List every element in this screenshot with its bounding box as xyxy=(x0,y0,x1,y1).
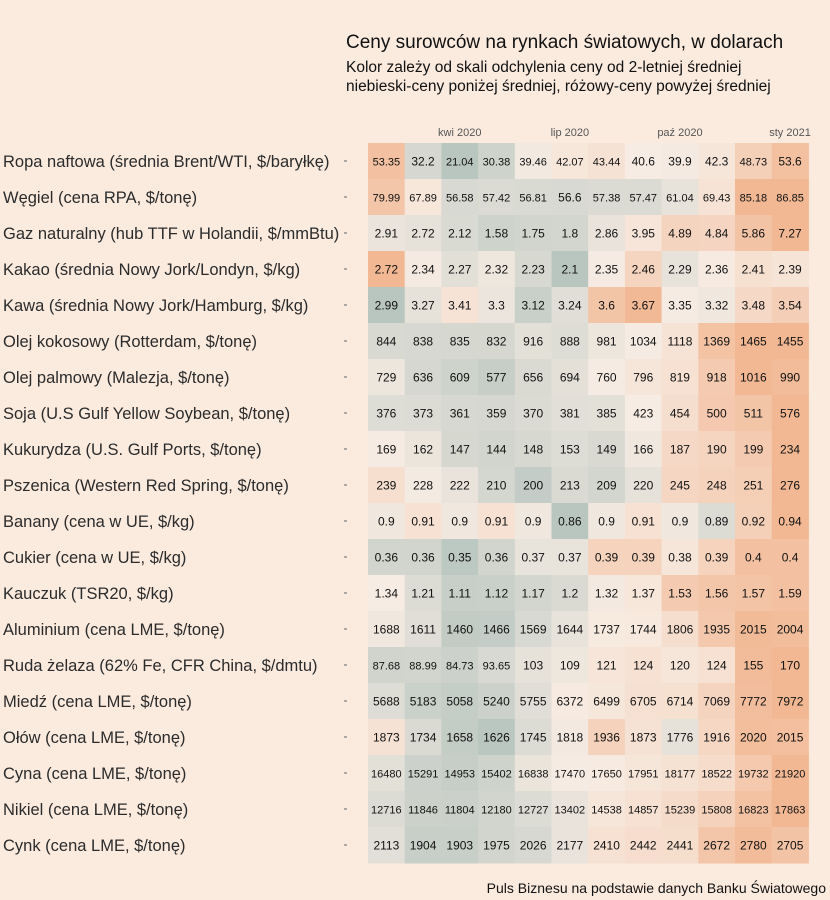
cell-value: 0.39 xyxy=(631,550,655,565)
cell-value: 210 xyxy=(486,478,507,493)
cell-value: 1.8 xyxy=(561,226,579,241)
cell-value: 0.37 xyxy=(521,550,545,565)
cell-value: 153 xyxy=(559,442,580,457)
cell-value: 2442 xyxy=(629,838,657,853)
cell-value: 1644 xyxy=(556,622,584,637)
cell-value: 56.58 xyxy=(445,192,474,205)
cell-value: 0.9 xyxy=(378,514,395,529)
cell-value: 15808 xyxy=(701,804,732,817)
cell-value: 2.34 xyxy=(411,262,435,277)
cell-value: 30.38 xyxy=(482,156,511,169)
row-label: Pszenica (Western Red Spring, $/tonę) xyxy=(3,477,289,495)
cell-value: 1.37 xyxy=(631,586,655,601)
cell-value: 918 xyxy=(706,370,727,385)
cell-value: 1.32 xyxy=(594,586,619,601)
cell-value: 199 xyxy=(743,442,764,457)
cell-value: 56.81 xyxy=(519,192,547,205)
cell-value: 213 xyxy=(559,478,580,493)
cell-value: 5.86 xyxy=(741,226,766,241)
cell-value: 239 xyxy=(376,478,397,493)
cell-value: 0.86 xyxy=(558,514,582,529)
cell-value: 1935 xyxy=(703,622,731,637)
cell-value: 370 xyxy=(523,406,544,421)
cell-value: 835 xyxy=(449,334,470,349)
cell-value: 17650 xyxy=(591,768,622,781)
cell-value: 760 xyxy=(596,370,617,385)
cell-value: 1465 xyxy=(739,334,767,349)
cell-value: 12716 xyxy=(371,804,402,817)
cell-value: 19732 xyxy=(738,768,769,781)
cell-value: 6499 xyxy=(593,694,620,709)
cell-value: 53.35 xyxy=(372,156,401,169)
cell-value: 2.36 xyxy=(704,262,729,277)
cell-value: 3.3 xyxy=(488,298,505,313)
cell-value: 228 xyxy=(413,478,434,493)
cell-value: 2.32 xyxy=(484,262,509,277)
cell-value: 5755 xyxy=(519,694,547,709)
cell-value: 220 xyxy=(633,478,654,493)
cell-value: 2.99 xyxy=(374,298,399,313)
cell-value: 3.24 xyxy=(558,298,582,313)
cell-value: 85.18 xyxy=(739,192,768,205)
cell-value: 1873 xyxy=(372,730,400,745)
cell-value: 248 xyxy=(706,478,727,493)
cell-value: 3.6 xyxy=(598,298,615,313)
cell-value: 18177 xyxy=(664,768,696,781)
row-label: Ropa naftowa (średnia Brent/WTI, $/baryłkę) xyxy=(3,153,330,171)
cell-value: 17863 xyxy=(774,804,806,817)
cell-value: 3.41 xyxy=(448,298,472,313)
cell-value: 14953 xyxy=(444,768,476,781)
cell-value: 1734 xyxy=(409,730,437,745)
x-tick-label: sty 2021 xyxy=(769,127,811,139)
cell-value: 5058 xyxy=(446,694,474,709)
chart-title: Ceny surowców na rynkach światowych, w dolarach xyxy=(346,32,784,53)
cell-value: 1873 xyxy=(629,730,657,745)
cell-value: 57.38 xyxy=(592,192,621,205)
row-label: Olej palmowy (Malezja, $/tonę) xyxy=(3,369,230,387)
cell-value: 5240 xyxy=(483,694,510,709)
cell-value: 245 xyxy=(669,478,690,493)
cell-value: 6372 xyxy=(556,694,584,709)
cell-value: 3.67 xyxy=(631,298,655,313)
cell-value: 1460 xyxy=(446,622,474,637)
cell-value: 1688 xyxy=(372,622,400,637)
cell-value: 577 xyxy=(486,370,507,385)
cell-value: 609 xyxy=(449,370,470,385)
cell-value: 838 xyxy=(413,334,434,349)
cell-value: 0.39 xyxy=(704,550,729,565)
cell-value: 86.85 xyxy=(776,192,804,205)
cell-value: 423 xyxy=(633,406,654,421)
cell-value: 2.72 xyxy=(374,262,399,277)
cell-value: 1916 xyxy=(703,730,731,745)
cell-value: 190 xyxy=(706,442,727,457)
cell-value: 57.42 xyxy=(482,192,511,205)
cell-value: 0.91 xyxy=(411,514,435,529)
cell-value: 5688 xyxy=(372,694,400,709)
cell-value: 2015 xyxy=(739,622,767,637)
cell-value: 0.39 xyxy=(594,550,619,565)
cell-value: 2.1 xyxy=(561,262,579,277)
cell-value: 1737 xyxy=(593,622,620,637)
cell-value: 69.43 xyxy=(702,192,731,205)
cell-value: 15291 xyxy=(407,768,439,781)
cell-value: 11804 xyxy=(444,804,475,817)
cell-value: 170 xyxy=(780,658,801,673)
cell-value: 12180 xyxy=(481,804,512,817)
cell-value: 148 xyxy=(523,442,544,457)
cell-value: 0.36 xyxy=(484,550,509,565)
row-label: Kukurydza (U.S. Gulf Ports, $/tonę) xyxy=(3,441,262,459)
cell-value: 0.38 xyxy=(668,550,692,565)
subtitle-line-2: niebieski-ceny poniżej średniej, różowy-ceny powyżej średniej xyxy=(346,78,771,95)
cell-value: 21.04 xyxy=(445,156,474,169)
cell-value: 981 xyxy=(596,334,617,349)
cell-value: 6714 xyxy=(666,694,694,709)
cell-value: 2113 xyxy=(373,838,400,853)
cell-value: 4.89 xyxy=(668,226,692,241)
cell-value: 1.21 xyxy=(411,586,435,601)
cell-value: 1.56 xyxy=(704,586,729,601)
cell-value: 0.37 xyxy=(558,550,582,565)
cell-value: 361 xyxy=(449,406,470,421)
cell-value: 796 xyxy=(633,370,654,385)
row-label: Nikiel (cena LME, $/tonę) xyxy=(3,801,189,819)
cell-value: 14538 xyxy=(591,804,622,817)
cell-value: 120 xyxy=(669,658,690,673)
row-label: Aluminium (cena LME, $/tonę) xyxy=(3,621,225,639)
cell-value: 0.9 xyxy=(671,514,689,529)
cell-value: 2177 xyxy=(556,838,584,853)
cell-value: 43.44 xyxy=(592,156,621,169)
cell-value: 888 xyxy=(559,334,580,349)
cell-value: 234 xyxy=(780,442,801,457)
cell-value: 0.4 xyxy=(745,550,762,565)
cell-value: 15402 xyxy=(481,768,512,781)
cell-value: 0.92 xyxy=(741,514,766,529)
cell-value: 222 xyxy=(449,478,470,493)
cell-value: 7069 xyxy=(703,694,731,709)
cell-value: 1466 xyxy=(483,622,510,637)
cell-value: 0.9 xyxy=(451,514,469,529)
cell-value: 16480 xyxy=(371,768,402,781)
cell-value: 7.27 xyxy=(778,226,802,241)
cell-value: 0.9 xyxy=(524,514,542,529)
cell-value: 0.35 xyxy=(448,550,472,565)
cell-value: 1806 xyxy=(666,622,694,637)
cell-value: 1904 xyxy=(409,838,437,853)
row-label: Kawa (średnia Nowy Jork/Hamburg, $/kg) xyxy=(3,297,309,315)
cell-value: 124 xyxy=(633,658,654,673)
cell-value: 1744 xyxy=(629,622,657,637)
cell-value: 1745 xyxy=(519,730,547,745)
cell-value: 373 xyxy=(413,406,434,421)
cell-value: 990 xyxy=(780,370,801,385)
cell-value: 144 xyxy=(486,442,507,457)
row-label: Olej kokosowy (Rotterdam, $/tonę) xyxy=(3,333,258,351)
cell-value: 251 xyxy=(743,478,764,493)
cell-value: 7772 xyxy=(739,694,767,709)
cell-value: 40.6 xyxy=(631,154,655,169)
cell-value: 381 xyxy=(559,406,580,421)
cell-value: 0.91 xyxy=(484,514,509,529)
cell-value: 16823 xyxy=(738,804,769,817)
cell-value: 2.91 xyxy=(374,226,399,241)
cell-value: 109 xyxy=(559,658,580,673)
cell-value: 200 xyxy=(523,478,544,493)
row-label: Ołów (cena LME, $/tonę) xyxy=(3,729,186,747)
cell-value: 1611 xyxy=(410,622,436,637)
cell-value: 209 xyxy=(596,478,617,493)
cell-value: 2.29 xyxy=(668,262,692,277)
cell-value: 84.73 xyxy=(445,660,474,673)
cell-value: 0.9 xyxy=(598,514,615,529)
cell-value: 2026 xyxy=(519,838,547,853)
cell-value: 454 xyxy=(669,406,690,421)
cell-value: 0.91 xyxy=(631,514,655,529)
cell-value: 1369 xyxy=(703,334,731,349)
cell-value: 1.11 xyxy=(448,586,471,601)
cell-value: 2672 xyxy=(703,838,731,853)
cell-value: 149 xyxy=(596,442,617,457)
cell-value: 2.46 xyxy=(631,262,655,277)
cell-value: 1569 xyxy=(519,622,547,637)
cell-value: 48.73 xyxy=(739,156,768,169)
cell-value: 1903 xyxy=(446,838,474,853)
cell-value: 359 xyxy=(486,406,507,421)
cell-value: 88.99 xyxy=(409,660,437,673)
source-note: Puls Biznesu na podstawie danych Banku Światowego xyxy=(486,880,826,896)
cell-value: 1455 xyxy=(776,334,804,349)
row-label: Soja (U.S Gulf Yellow Soybean, $/tonę) xyxy=(3,405,291,423)
cell-value: 13402 xyxy=(554,804,586,817)
cell-value: 11846 xyxy=(408,804,438,817)
cell-value: 14857 xyxy=(627,804,659,817)
cell-value: 500 xyxy=(706,406,727,421)
cell-value: 103 xyxy=(523,658,544,673)
cell-value: 1016 xyxy=(739,370,767,385)
cell-value: 67.89 xyxy=(409,192,437,205)
row-label: Miedź (cena LME, $/tonę) xyxy=(3,693,192,711)
cell-value: 12727 xyxy=(517,804,549,817)
cell-value: 2.12 xyxy=(448,226,472,241)
row-label: Kauczuk (TSR20, $/kg) xyxy=(3,585,174,603)
cell-value: 2004 xyxy=(776,622,804,637)
cell-value: 844 xyxy=(376,334,397,349)
cell-value: 39.46 xyxy=(519,156,547,169)
cell-value: 4.84 xyxy=(704,226,729,241)
cell-value: 916 xyxy=(523,334,544,349)
cell-value: 276 xyxy=(780,478,801,493)
cell-value: 1975 xyxy=(483,838,510,853)
cell-value: 3.54 xyxy=(778,298,802,313)
cell-value: 2.27 xyxy=(448,262,472,277)
cell-value: 18522 xyxy=(701,768,732,781)
cell-value: 39.9 xyxy=(668,154,692,169)
cell-value: 147 xyxy=(449,442,470,457)
row-label: Węgiel (cena RPA, $/tonę) xyxy=(3,189,198,207)
cell-value: 32.2 xyxy=(411,154,435,169)
cell-value: 1.59 xyxy=(778,586,802,601)
cell-value: 1.53 xyxy=(668,586,692,601)
cell-value: 162 xyxy=(413,442,434,457)
x-tick-label: lip 2020 xyxy=(550,127,590,139)
cell-value: 1936 xyxy=(593,730,620,745)
cell-value: 1.34 xyxy=(374,586,399,601)
cell-value: 3.95 xyxy=(631,226,655,241)
cell-value: 0.36 xyxy=(374,550,399,565)
cell-value: 0.89 xyxy=(704,514,729,529)
cell-value: 57.47 xyxy=(629,192,658,205)
cell-value: 0.94 xyxy=(778,514,802,529)
cell-value: 2.86 xyxy=(594,226,619,241)
cell-value: 42.07 xyxy=(556,156,584,169)
cell-value: 16838 xyxy=(517,768,549,781)
cell-value: 3.12 xyxy=(521,298,545,313)
cell-value: 2.72 xyxy=(411,226,435,241)
row-label: Cukier (cena w UE, $/kg) xyxy=(3,549,187,567)
cell-value: 93.65 xyxy=(482,660,511,673)
cell-value: 694 xyxy=(559,370,580,385)
row-label: Cynk (cena LME, $/tonę) xyxy=(3,837,186,855)
cell-value: 729 xyxy=(376,370,397,385)
cell-value: 2015 xyxy=(776,730,804,745)
cell-value: 385 xyxy=(596,406,617,421)
cell-value: 87.68 xyxy=(372,660,401,673)
cell-value: 1.75 xyxy=(521,226,545,241)
cell-value: 819 xyxy=(669,370,690,385)
cell-value: 376 xyxy=(376,406,397,421)
cell-value: 1.57 xyxy=(741,586,766,601)
cell-value: 2780 xyxy=(739,838,767,853)
cell-value: 0.36 xyxy=(411,550,435,565)
cell-value: 1658 xyxy=(446,730,474,745)
cell-value: 832 xyxy=(486,334,507,349)
cell-value: 7972 xyxy=(776,694,804,709)
cell-value: 2020 xyxy=(739,730,767,745)
cell-value: 1.12 xyxy=(484,586,509,601)
cell-value: 636 xyxy=(413,370,434,385)
row-label: Gaz naturalny (hub TTF w Holandii, $/mmBtu) xyxy=(3,225,340,243)
cell-value: 2.39 xyxy=(778,262,802,277)
row-label: Kakao (średnia Nowy Jork/Londyn, $/kg) xyxy=(3,261,301,279)
cell-value: 2705 xyxy=(776,838,804,853)
cell-value: 3.35 xyxy=(668,298,692,313)
cell-value: 3.27 xyxy=(411,298,435,313)
cell-value: 169 xyxy=(376,442,397,457)
cell-value: 5183 xyxy=(409,694,437,709)
cell-value: 17951 xyxy=(627,768,659,781)
cell-value: 2.23 xyxy=(521,262,545,277)
cell-value: 21920 xyxy=(774,768,806,781)
cell-value: 187 xyxy=(669,442,690,457)
cell-value: 576 xyxy=(780,406,801,421)
cell-value: 2.41 xyxy=(741,262,766,277)
cell-value: 17470 xyxy=(554,768,586,781)
subtitle-line-1: Kolor zależy od skali odchylenia ceny od 2-letniej średniej xyxy=(346,59,742,76)
row-label: Banany (cena w UE, $/kg) xyxy=(3,513,195,531)
cell-value: 166 xyxy=(633,442,654,457)
cell-value: 1776 xyxy=(666,730,694,745)
cell-value: 121 xyxy=(596,658,617,673)
cell-value: 2.35 xyxy=(594,262,619,277)
cell-value: 3.48 xyxy=(741,298,766,313)
cell-value: 1818 xyxy=(556,730,584,745)
cell-value: 1034 xyxy=(629,334,657,349)
cell-value: 1626 xyxy=(483,730,510,745)
cell-value: 3.32 xyxy=(704,298,729,313)
cell-value: 61.04 xyxy=(666,192,694,205)
x-tick-label: paź 2020 xyxy=(657,127,703,139)
x-tick-label: kwi 2020 xyxy=(438,127,482,139)
cell-value: 79.99 xyxy=(372,192,401,205)
row-label: Cyna (cena LME, $/tonę) xyxy=(3,765,187,783)
row-label: Ruda żelaza (62% Fe, CFR China, $/dmtu) xyxy=(3,657,318,675)
cell-value: 0.4 xyxy=(781,550,799,565)
cell-value: 1.2 xyxy=(561,586,579,601)
cell-value: 15239 xyxy=(664,804,696,817)
cell-value: 1.17 xyxy=(521,586,545,601)
cell-value: 155 xyxy=(743,658,764,673)
cell-value: 1118 xyxy=(667,334,693,349)
cell-value: 42.3 xyxy=(704,154,729,169)
cell-value: 656 xyxy=(523,370,544,385)
cell-value: 53.6 xyxy=(778,154,802,169)
cell-value: 56.6 xyxy=(558,190,582,205)
cell-value: 511 xyxy=(743,406,763,421)
cell-value: 124 xyxy=(706,658,727,673)
cell-value: 2441 xyxy=(666,838,694,853)
cell-value: 6705 xyxy=(629,694,657,709)
cell-value: 1.58 xyxy=(484,226,509,241)
cell-value: 2410 xyxy=(593,838,620,853)
